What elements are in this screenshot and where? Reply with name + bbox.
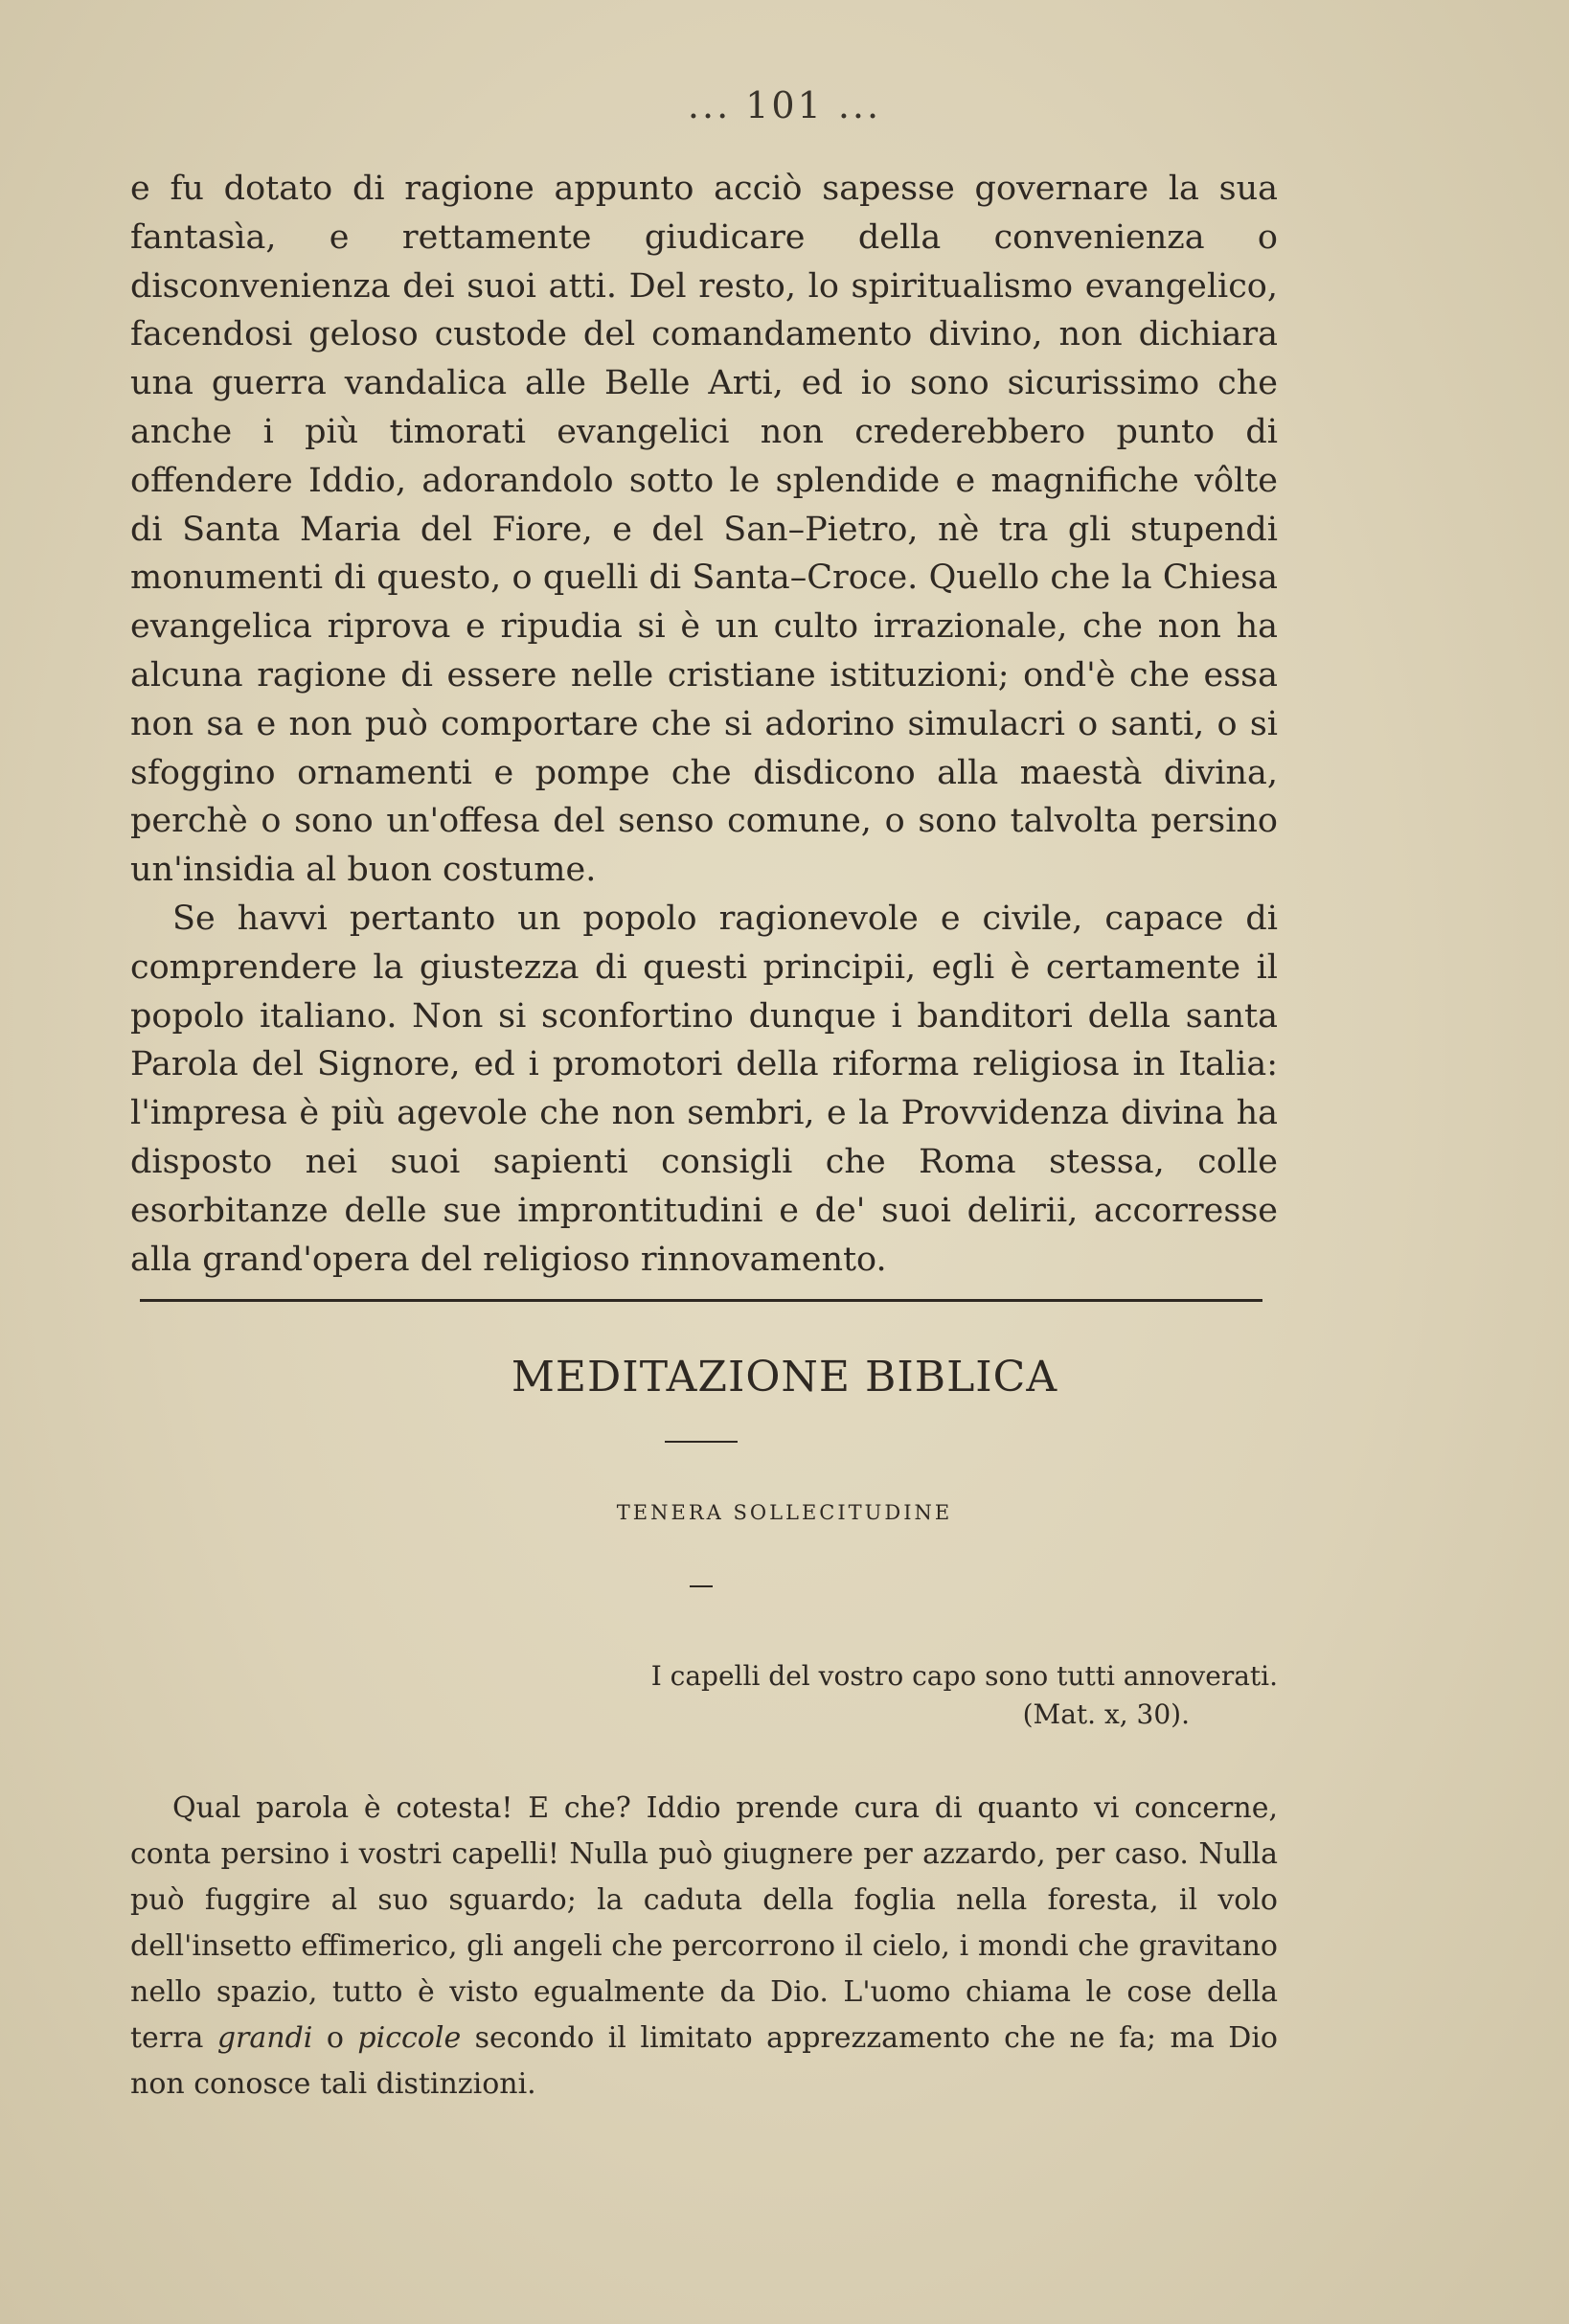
meditation-paragraph [130,1786,1278,2108]
body-paragraph: e fu dotato di ragione appunto acciò sapesse governare la sua fantasìa, e rettamente giudicare della convenienza o disconvenienza dei suoi atti. Del resto, lo spiritualismo evangelico, facendosi geloso custode del comandamento divino, non dichiara una guerra vandalica alle Belle Arti, ed io sono sicurissimo che anche i più timorati evangelici non crederebbero punto di offendere Iddio, adorandolo sotto le splendide e magnifiche vôlte di Santa Maria del Fiore, e del San–Pietro, nè tra gli stupendi monumenti di questo, o quelli di Santa–Croce. Quello che la Chiesa evangelica riprova e ripudia si è un culto irrazionale, che non ha alcuna ragione di essere nelle cristiane istituzioni; ond'è che essa non sa e non può comportare che si adorino simulacri o santi, o si sfoggino ornamenti e pompe che disdicono alla maestà divina, perchè o sono un'offesa del senso comune, o sono talvolta persino un'insidia al buon costume. [130,170,1278,890]
page-number: ... 101 ... [687,84,882,126]
epigraph [630,1657,1278,1734]
epigraph-citation: (Mat. x, 30). [1022,1698,1190,1730]
italic-word-grandi: grandi [216,2021,313,2055]
body-paragraph: Se havvi pertanto un popolo ragionevole e civile, capace di comprendere la giustezza di questi principii, egli è certamente il popolo italiano. Non si sconfortino dunque i banditori della santa Parola del Signore, ed i promotori della riforma religiosa in Italia: l'impresa è più agevole che non sembri, e la Provvidenza divina ha disposto nei suoi sapienti consigli che Roma stessa, colle esorbitanze delle sue improntitudini e de' suoi delirii, accorresse alla grand'opera del religioso rinnovamento. [130,899,1278,1279]
meditation-text [130,1786,1278,2108]
italic-word-piccole: piccole [357,2021,462,2055]
text-run: Qual parola è cotesta! E che? Iddio prende cura di quanto vi concerne, conta persino i vostri capelli! Nulla può giugnere per azzardo, per caso. Nulla può fuggire al suo sguardo; la caduta della foglia nella foresta, il volo dell'insetto effimerico, gli angeli che percorrono il cielo, i mondi che gravitano nello spazio, tutto è visto egualmente da Dio. L'uomo chiama le cose della terra [130,1791,1278,2055]
body-text [130,165,1278,1284]
section-title: MEDITAZIONE BIBLICA [511,1353,1058,1401]
section-divider [140,1299,1262,1302]
title-underline [665,1441,738,1443]
subtitle-dash [690,1585,713,1587]
section-subtitle: TENERA SOLLECITUDINE [616,1501,953,1524]
text-run: secondo il limitato apprezzamento che ne fa; ma Dio non conosce tali distinzioni. [130,2021,1278,2101]
text-run: o [312,2021,358,2055]
epigraph-quote: I capelli del vostro capo sono tutti annoverati. [650,1660,1278,1692]
